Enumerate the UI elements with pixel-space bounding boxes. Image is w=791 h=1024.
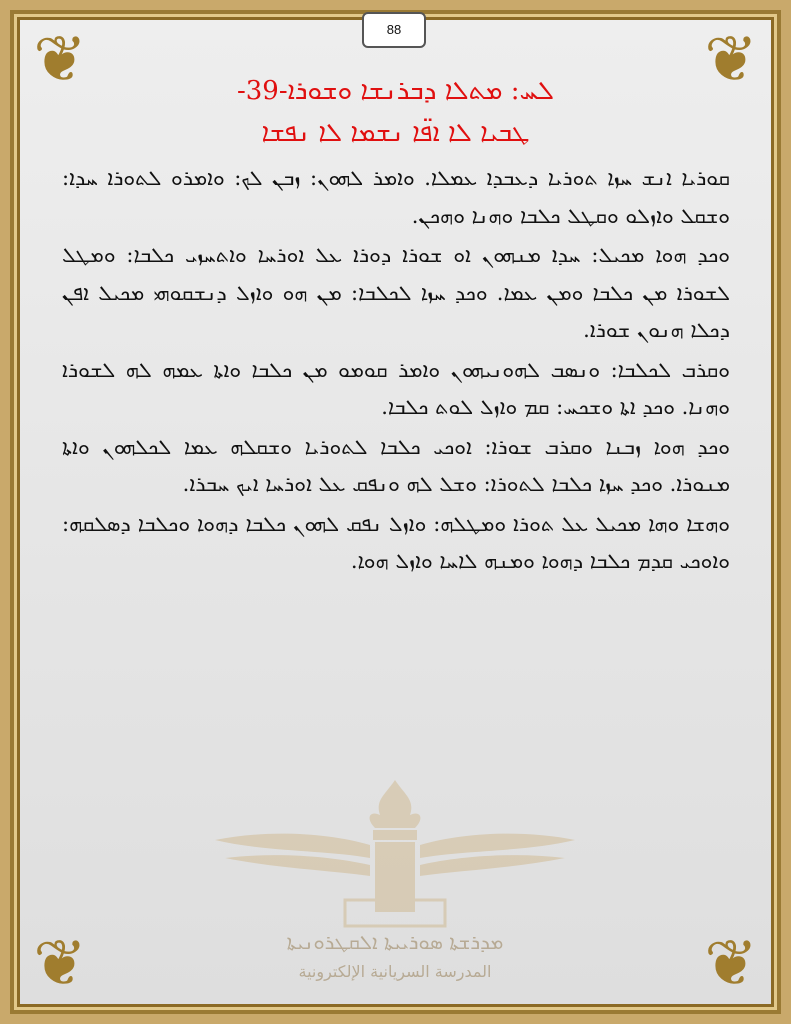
lesson-title: ܠܚ: ܡܬܠܐ ܕܒܪܢܫܐ ܘܫܘܪܐ-39- <box>236 76 555 106</box>
ornament-corner-icon: ❦ <box>33 23 87 97</box>
ornament-corner-icon: ❦ <box>704 927 758 1001</box>
ornament-corner-icon: ❦ <box>704 23 758 97</box>
paragraph: ܘܟܕ ܗܘܐ ܙܒܢܐ ܘܩܪܒ ܫܘܪܐ: ܐܘܟܝ ܟܠܒܐ ܠܬܘܪܝܐ ܘܫܩܠܗ ܥܡܐ ܠܟܠܗܘܢ ܘܐܬܐ ܡܢܘܪܐ. ܘܟܕ ܚܙܐ ܟܠܒܐ ܠܬܘܪܐ: ܘܫܠ ܠܗ ܘܢܦܩ ܥܠ ܐܘܪܚܐ ܐܝܟ ܚܒܪܐ. <box>62 434 730 496</box>
story-body <box>62 160 730 583</box>
paragraph: ܘܗܫܐ ܘܗܐ ܡܟܝܠ ܥܠ ܬܘܪܐ ܘܡܛܠܗ: ܘܐܙܠ ܢܦܩ ܠܗܘܢ ܟܠܒܐ ܕܗܘܐ ܘܟܠܒܐ ܕܣܠܩܗ: ܘܐܘܟܝ ܩܕܡ ܟܠܒܐ ܕܗܘܐ ܘܡܢܗ ܠܐܚܐ ܘܐܙܠ ܗܘܐ. <box>62 511 730 573</box>
watermark-title: ܡܕܪܫܬܐ ܣܘܪܝܝܬܐ ܐܠܩܛܪܘܢܝܬܐ <box>286 930 504 954</box>
ornament-corner-icon: ❦ <box>33 927 87 1001</box>
paragraph: ܘܩܪܒ ܠܟܠܒܐ: ܘܢܣܒ ܠܗܘܢܝܗܘܢ ܘܐܡܪ ܩܘܡܘ ܡܢ ܟܠܒܐ ܘܐܬܐ ܥܡܗ ܠܗ ܠܫܘܪܐ ܘܗܢܐ. ܘܟܕ ܐܬܐ ܘܫܟܚ: ܩܡ ܘܐܙܠ ܠܘܬ ܟܠܒܐ. <box>62 357 730 419</box>
lesson-subtitle: ܛܒܝܐ ܠܐ ܐܦ̈ܐ ܢܫܡܐ ܠܐ ܢܦܫܐ <box>261 118 530 148</box>
school-logo-icon <box>205 770 585 940</box>
paragraph: ܩܘܪܝܐ ܐܢܫ ܚܙܐ ܬܘܪܝܐ ܕܥܒܕܐ ܥܡܠܐ. ܘܐܡܪ ܠܗܘܢ: ܙܒܢ ܠܟ: ܘܐܡܪܘ ܠܬܘܪܐ ܚܕܐ: ܘܫܩܠ ܘܐܙܠܘ ܘܩܛܠ ܟܠܒܐ ܘܗܢܐ ܘܗܟܢ. <box>62 166 730 228</box>
page-number: 88 <box>362 12 426 48</box>
paragraph: ܘܟܕ ܗܘܐ ܡܟܝܠ: ܚܕܐ ܡܢܗܘܢ ܐܘ ܫܘܪܐ ܕܘܪܐ ܥܠ ܐܘܪܚܐ ܘܐܬܚܙܝ ܟܠܒܐ: ܘܡܛܠ ܠܫܘܪܐ ܡܢ ܟܠܒܐ ܘܡܢ ܥܡܐ. ܘܟܕ ܚܙܐ ܠܟܠܒܐ: ܡܢ ܗܘ ܘܐܙܠ ܕܢܫܩܘܗܝ ܡܟܝܠ ܐܦܢ ܕܟܠܐ ܗܢܘܢ ܫܘܪܐ. <box>62 243 730 342</box>
watermark-subtitle: المدرسة السريانية الإلكترونية <box>298 962 492 981</box>
